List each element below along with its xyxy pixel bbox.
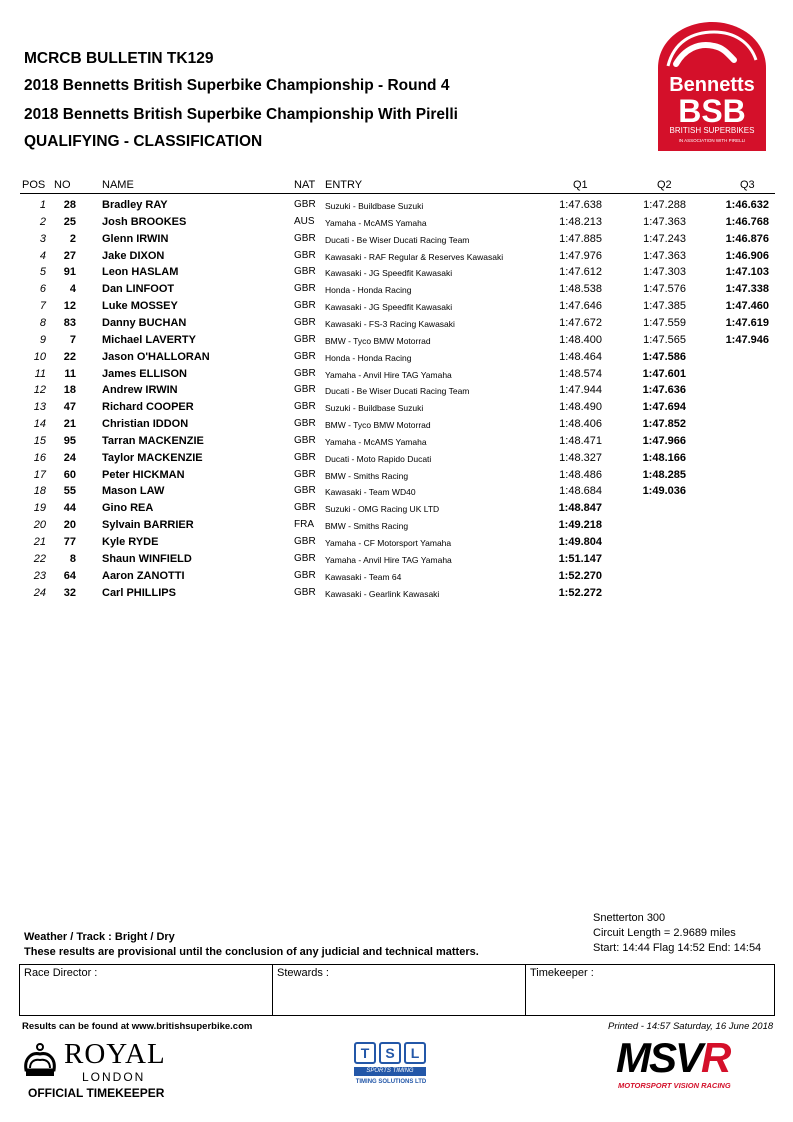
msvr-black-letters: MSV — [616, 1034, 702, 1081]
cell-no: 25 — [63, 215, 76, 228]
header-rule — [20, 193, 775, 194]
cell-entry: Suzuki - Buildbase Suzuki — [325, 201, 424, 211]
col-name: NAME — [102, 179, 134, 191]
cell-q1: 1:47.976 — [559, 249, 602, 262]
timekeeper-cell — [526, 965, 774, 1015]
table-row — [0, 298, 793, 315]
cell-q1: 1:49.804 — [558, 536, 602, 548]
cell-nat: GBR — [294, 232, 316, 244]
cell-pos: 16 — [33, 451, 46, 464]
tsl-logo — [352, 1042, 432, 1090]
session-title: QUALIFYING - CLASSIFICATION — [24, 133, 263, 150]
table-row — [0, 248, 793, 265]
stewards-label: Stewards : — [277, 967, 329, 979]
cell-q2: 1:49.036 — [642, 485, 686, 498]
cell-entry: BMW - Smiths Racing — [325, 470, 409, 481]
circuit-name: Snetterton 300 — [593, 912, 666, 924]
cell-no: 7 — [69, 333, 76, 346]
cell-entry: Suzuki - OMG Racing UK LTD — [325, 504, 440, 515]
signature-box — [19, 964, 775, 1016]
cell-entry: Kawasaki - Gearlink Kawasaki — [325, 588, 440, 599]
race-director-label: Race Director : — [24, 967, 98, 979]
cell-q2: 1:47.363 — [643, 249, 686, 262]
cell-q1: 1:52.270 — [558, 569, 602, 582]
cell-q1: 1:48.400 — [559, 333, 602, 346]
cell-pos: 7 — [39, 300, 46, 313]
timekeeper-label: Timekeeper : — [530, 967, 594, 979]
cell-no: 64 — [63, 569, 76, 582]
cell-no: 12 — [63, 300, 76, 313]
cell-q1: 1:47.944 — [559, 384, 602, 397]
cell-entry: Honda - Honda Racing — [325, 352, 412, 363]
cell-entry: Yamaha - Anvil Hire TAG Yamaha — [325, 554, 452, 565]
cell-name: Aaron ZANOTTI — [102, 569, 185, 582]
cell-name: Luke MOSSEY — [102, 300, 178, 313]
cell-nat: GBR — [294, 266, 316, 278]
cell-pos: 13 — [33, 401, 46, 414]
msvr-red-letter: R — [701, 1034, 730, 1081]
cell-q2: 1:47.565 — [643, 333, 686, 346]
cell-nat: GBR — [294, 401, 316, 413]
cell-pos: 22 — [33, 552, 46, 565]
cell-name: Carl PHILLIPS — [102, 586, 176, 599]
cell-pos: 4 — [39, 249, 46, 262]
cell-q1: 1:47.612 — [559, 266, 602, 279]
cell-q1: 1:48.847 — [558, 502, 602, 515]
tsl-letter-l: L — [404, 1042, 426, 1064]
table-row — [0, 399, 793, 416]
table-row — [0, 585, 793, 602]
cell-nat: GBR — [294, 502, 316, 514]
cell-entry: Yamaha - McAMS Yamaha — [325, 436, 427, 447]
col-nat: NAT — [294, 179, 316, 191]
cell-pos: 19 — [33, 502, 46, 515]
logo-tagline: IN ASSOCIATION WITH PIRELLI — [678, 138, 746, 143]
cell-no: 95 — [63, 434, 76, 447]
cell-nat: GBR — [294, 586, 316, 598]
cell-name: Josh BROOKES — [102, 215, 187, 228]
col-q3: Q3 — [740, 179, 755, 191]
table-row — [0, 332, 793, 349]
cell-name: Shaun WINFIELD — [102, 552, 192, 565]
cell-nat: GBR — [294, 418, 316, 430]
cell-q3: 1:46.632 — [725, 199, 769, 211]
cell-nat: GBR — [294, 283, 316, 295]
cell-nat: GBR — [294, 434, 316, 446]
provisional-notice: These results are provisional until the conclusion of any judicial and technical matters. — [24, 946, 479, 958]
race-director-cell — [20, 965, 273, 1015]
cell-name: Danny BUCHAN — [102, 316, 187, 329]
cell-q2: 1:47.694 — [642, 401, 686, 414]
cell-pos: 23 — [33, 569, 46, 582]
cell-name: Andrew IRWIN — [102, 384, 178, 397]
cell-entry: Kawasaki - Team WD40 — [325, 487, 416, 498]
cell-name: Tarran MACKENZIE — [102, 434, 204, 447]
printed-timestamp: Printed - 14:57 Saturday, 16 June 2018 — [608, 1021, 774, 1032]
cell-q2: 1:47.601 — [642, 367, 686, 380]
cell-no: 91 — [63, 266, 76, 279]
cell-nat: FRA — [294, 519, 314, 531]
cell-name: Jake DIXON — [102, 249, 165, 262]
cell-no: 22 — [63, 350, 76, 363]
cell-no: 77 — [63, 536, 76, 548]
cell-pos: 1 — [39, 199, 46, 211]
cell-entry: BMW - Tyco BMW Motorrad — [325, 420, 431, 431]
cell-q1: 1:47.672 — [559, 316, 602, 329]
cell-nat: GBR — [294, 468, 316, 480]
logo-acronym: BSB — [678, 93, 746, 129]
cell-name: Sylvain BARRIER — [102, 519, 194, 532]
cell-entry: Ducati - Be Wiser Ducati Racing Team — [325, 386, 470, 397]
cell-no: 44 — [63, 502, 76, 515]
cell-pos: 14 — [33, 418, 46, 431]
cell-q1: 1:48.538 — [559, 283, 602, 296]
cell-q1: 1:51.147 — [558, 552, 602, 565]
cell-no: 47 — [63, 401, 76, 414]
cell-no: 20 — [63, 519, 76, 532]
cell-entry: Kawasaki - RAF Regular & Reserves Kawasaki — [325, 251, 504, 262]
cell-pos: 12 — [33, 384, 46, 397]
cell-pos: 8 — [39, 316, 46, 329]
tsl-band: SPORTS TIMING — [354, 1067, 426, 1076]
cell-entry: Kawasaki - JG Speedfit Kawasaki — [325, 268, 453, 279]
table-row — [0, 483, 793, 500]
cell-entry: Kawasaki - Team 64 — [325, 571, 402, 582]
championship-title: 2018 Bennetts British Superbike Championship With Pirelli — [24, 106, 458, 123]
cell-no: 28 — [63, 199, 76, 211]
cell-name: Gino REA — [102, 502, 154, 515]
table-row — [0, 500, 793, 517]
cell-nat: GBR — [294, 316, 316, 328]
cell-nat: GBR — [294, 536, 316, 547]
cell-pos: 10 — [33, 350, 46, 363]
cell-q1: 1:49.218 — [558, 519, 602, 532]
cell-pos: 6 — [39, 283, 46, 296]
msvr-logo — [616, 1034, 776, 1092]
table-row — [0, 416, 793, 433]
cell-entry: Yamaha - Anvil Hire TAG Yamaha — [325, 369, 452, 380]
table-row — [0, 231, 793, 248]
results-website: Results can be found at www.britishsuperbike.com — [22, 1021, 253, 1032]
cell-name: Peter HICKMAN — [102, 468, 185, 481]
cell-nat: GBR — [294, 300, 316, 312]
cell-q1: 1:48.464 — [559, 350, 602, 363]
cell-name: Taylor MACKENZIE — [102, 451, 203, 464]
weather-track: Weather / Track : Bright / Dry — [24, 931, 175, 943]
cell-entry: Ducati - Be Wiser Ducati Racing Team — [325, 234, 470, 245]
col-entry: ENTRY — [325, 179, 363, 191]
table-row — [0, 551, 793, 568]
cell-name: Christian IDDON — [102, 418, 189, 431]
cell-no: 21 — [63, 418, 76, 431]
cell-entry: Kawasaki - JG Speedfit Kawasaki — [325, 302, 453, 313]
cell-name: Leon HASLAM — [102, 266, 179, 279]
cell-q3: 1:47.103 — [725, 266, 769, 279]
cell-q2: 1:47.385 — [643, 300, 686, 313]
msvr-caption: MOTORSPORT VISION RACING — [618, 1081, 731, 1090]
cell-nat: GBR — [294, 199, 316, 210]
cell-name: Glenn IRWIN — [102, 232, 169, 245]
table-row — [0, 281, 793, 298]
cell-q2: 1:48.166 — [642, 451, 686, 464]
cell-q1: 1:48.471 — [559, 434, 602, 447]
cell-pos: 24 — [33, 586, 46, 599]
cell-pos: 18 — [33, 485, 46, 498]
cell-q1: 1:47.638 — [559, 199, 602, 211]
bennetts-bsb-logo — [654, 20, 770, 151]
cell-q3: 1:46.876 — [725, 232, 769, 245]
cell-entry: BMW - Tyco BMW Motorrad — [325, 335, 431, 346]
cell-name: Richard COOPER — [102, 401, 194, 414]
cell-q1: 1:47.646 — [559, 300, 602, 313]
col-no: NO — [54, 179, 71, 191]
cell-entry: Ducati - Moto Rapido Ducati — [325, 453, 432, 464]
cell-entry: Yamaha - McAMS Yamaha — [325, 217, 427, 228]
table-row — [0, 382, 793, 399]
cell-entry: Suzuki - Buildbase Suzuki — [325, 403, 424, 414]
royal-london-logo — [20, 1040, 180, 1102]
cell-q2: 1:47.852 — [642, 418, 686, 431]
cell-q2: 1:47.288 — [643, 199, 686, 211]
cell-no: 18 — [63, 384, 76, 397]
session-times: Start: 14:44 Flag 14:52 End: 14:54 — [593, 942, 762, 954]
cell-q3: 1:47.946 — [725, 333, 769, 346]
tsl-caption: TIMING SOLUTIONS LTD — [355, 1079, 427, 1085]
col-q1: Q1 — [573, 179, 588, 191]
cell-name: Bradley RAY — [102, 199, 168, 211]
cell-pos: 3 — [39, 232, 46, 245]
cell-nat: GBR — [294, 451, 316, 463]
cell-pos: 11 — [34, 367, 46, 380]
cell-pos: 21 — [33, 536, 46, 548]
table-row — [0, 450, 793, 467]
cell-no: 24 — [63, 451, 76, 464]
circuit-length: Circuit Length = 2.9689 miles — [593, 927, 736, 939]
cell-q2: 1:47.363 — [643, 215, 686, 228]
cell-nat: GBR — [294, 249, 316, 261]
cell-q1: 1:48.213 — [559, 215, 602, 228]
cell-q2: 1:47.303 — [643, 266, 686, 279]
col-q2: Q2 — [657, 179, 672, 191]
cell-no: 32 — [63, 586, 76, 599]
table-row — [0, 197, 793, 214]
cell-entry: Honda - Honda Racing — [325, 285, 412, 296]
cell-entry: BMW - Smiths Racing — [325, 521, 409, 532]
tsl-letter-t: T — [354, 1042, 376, 1064]
cell-q3: 1:47.619 — [725, 316, 769, 329]
table-row — [0, 315, 793, 332]
cell-pos: 2 — [39, 215, 46, 228]
cell-name: Jason O'HALLORAN — [102, 350, 210, 363]
cell-no: 4 — [69, 283, 76, 296]
logo-brand: Bennetts — [669, 74, 755, 96]
table-row — [0, 214, 793, 231]
cell-nat: GBR — [294, 485, 316, 497]
cell-q3: 1:46.768 — [725, 215, 769, 228]
cell-q1: 1:48.486 — [559, 468, 602, 481]
london-word: LONDON — [82, 1070, 146, 1084]
cell-pos: 20 — [33, 519, 46, 532]
table-row — [0, 433, 793, 450]
cell-q2: 1:48.285 — [642, 468, 686, 481]
cell-q1: 1:48.490 — [559, 401, 602, 414]
table-row — [0, 264, 793, 281]
cell-q2: 1:47.586 — [642, 350, 686, 363]
cell-pos: 17 — [33, 468, 46, 481]
cell-no: 27 — [63, 249, 76, 262]
table-row — [0, 568, 793, 585]
cell-no: 60 — [63, 468, 76, 481]
cell-no: 2 — [69, 232, 76, 245]
cell-nat: GBR — [294, 552, 316, 564]
cell-nat: AUS — [294, 215, 315, 227]
cell-q3: 1:46.906 — [725, 249, 769, 262]
table-row — [0, 534, 793, 551]
cell-entry: Kawasaki - FS-3 Racing Kawasaki — [325, 318, 455, 329]
table-row — [0, 467, 793, 484]
cell-no: 55 — [63, 485, 76, 498]
cell-no: 11 — [64, 367, 76, 380]
cell-no: 8 — [69, 552, 76, 565]
cell-name: Mason LAW — [102, 485, 165, 498]
cell-nat: GBR — [294, 333, 316, 345]
cell-q1: 1:47.885 — [559, 232, 602, 245]
cell-pos: 9 — [39, 333, 46, 346]
royal-word: ROYAL — [64, 1038, 166, 1070]
cell-q3: 1:47.460 — [725, 300, 769, 313]
cell-pos: 15 — [33, 434, 46, 447]
table-row — [0, 517, 793, 534]
cell-q2: 1:47.559 — [643, 316, 686, 329]
cell-q2: 1:47.243 — [643, 232, 686, 245]
cell-name: Dan LINFOOT — [102, 283, 175, 296]
cell-no: 83 — [63, 316, 76, 329]
cell-q1: 1:48.406 — [559, 418, 602, 431]
cell-nat: GBR — [294, 569, 316, 581]
cell-q2: 1:47.966 — [642, 434, 686, 447]
bulletin-title: MCRCB BULLETIN TK129 — [24, 50, 214, 67]
cell-q1: 1:48.327 — [559, 451, 602, 464]
cell-name: James ELLISON — [102, 367, 187, 380]
event-title: 2018 Bennetts British Superbike Championship - Round 4 — [24, 77, 450, 94]
cell-nat: GBR — [294, 384, 316, 396]
cell-q1: 1:48.684 — [559, 485, 602, 498]
cell-name: Kyle RYDE — [102, 536, 159, 548]
tsl-letter-s: S — [379, 1042, 401, 1064]
table-row — [0, 349, 793, 366]
cell-entry: Yamaha - CF Motorsport Yamaha — [325, 538, 452, 548]
cell-q3: 1:47.338 — [725, 283, 769, 296]
cell-q1: 1:48.574 — [559, 367, 602, 380]
stewards-cell — [273, 965, 526, 1015]
cell-name: Michael LAVERTY — [102, 333, 196, 346]
logo-subtitle: BRITISH SUPERBIKES — [669, 126, 755, 135]
cell-pos: 5 — [39, 266, 46, 279]
cell-q1: 1:52.272 — [558, 586, 602, 599]
msvr-wordmark — [616, 1034, 729, 1082]
crown-icon — [20, 1040, 60, 1080]
cell-nat: GBR — [294, 367, 316, 379]
cell-nat: GBR — [294, 350, 316, 362]
cell-q2: 1:47.636 — [642, 384, 686, 397]
table-row — [0, 366, 793, 383]
official-timekeeper: OFFICIAL TIMEKEEPER — [28, 1086, 165, 1100]
cell-q2: 1:47.576 — [643, 283, 686, 296]
col-pos: POS — [22, 179, 46, 191]
